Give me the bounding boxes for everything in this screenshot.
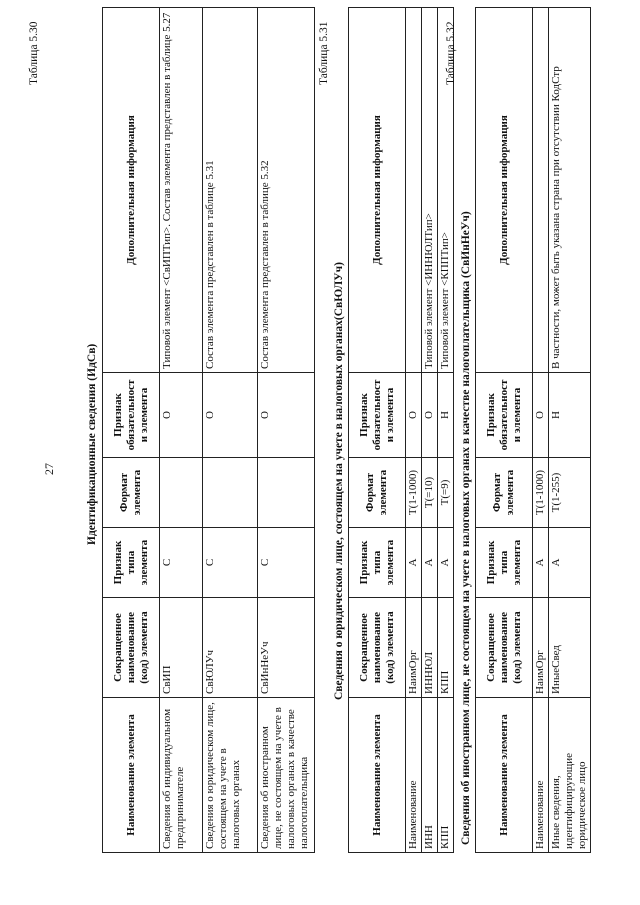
cell-format: T(=9) bbox=[438, 458, 454, 528]
cell-mandatory: Н bbox=[438, 373, 454, 458]
cell-code: НаимОрг bbox=[406, 598, 422, 698]
table-number-5-32: Таблица 5.32 bbox=[445, 21, 457, 85]
table-row bbox=[160, 8, 203, 853]
table-row bbox=[203, 8, 258, 853]
cell-type: А bbox=[533, 528, 549, 598]
cell-mandatory: О bbox=[160, 373, 203, 458]
cell-code: СвИП bbox=[160, 598, 203, 698]
cell-format: T(1-1000) bbox=[406, 458, 422, 528]
cell-info: Типовой элемент <СвИПТип>. Состав элемента представлен в таблице 5.27 bbox=[160, 8, 203, 373]
cell-mandatory: Н bbox=[549, 373, 591, 458]
cell-name: Сведения об иностранном лице, не состоящем на учете в налоговых органах в качестве налогоплательщика bbox=[258, 698, 315, 853]
cell-type: С bbox=[203, 528, 258, 598]
cell-info: Состав элемента представлен в таблице 5.32 bbox=[258, 8, 315, 373]
cell-type: С bbox=[160, 528, 203, 598]
header-code: Сокращенное наименование (код) элемента bbox=[103, 598, 160, 698]
header-info: Дополнительная информация bbox=[103, 8, 160, 373]
cell-format bbox=[258, 458, 315, 528]
cell-info: Типовой элемент <КППТип> bbox=[438, 8, 454, 373]
header-info: Дополнительная информация bbox=[476, 8, 533, 373]
table-title-5-31: Сведения о юридическом лице, состоящем на учете в налоговых органах(СвЮЛУч) bbox=[333, 262, 345, 700]
cell-type: А bbox=[422, 528, 438, 598]
cell-name: Сведения о юридическом лице, состоящем на учете в налоговых органах bbox=[203, 698, 258, 853]
header-type: Признак типа элемента bbox=[103, 528, 160, 598]
table-row bbox=[406, 8, 422, 853]
cell-name: Наименование bbox=[533, 698, 549, 853]
cell-code: ИныеСвед bbox=[549, 598, 591, 698]
cell-name: Сведения об индивидуальном предпринимателе bbox=[160, 698, 203, 853]
header-format: Формат элемента bbox=[103, 458, 160, 528]
cell-mandatory: О bbox=[422, 373, 438, 458]
header-info: Дополнительная информация bbox=[349, 8, 406, 373]
cell-code: КПП bbox=[438, 598, 454, 698]
cell-code: ИННЮЛ bbox=[422, 598, 438, 698]
cell-format bbox=[160, 458, 203, 528]
cell-mandatory: О bbox=[258, 373, 315, 458]
table-title-5-32: Сведения об иностранном лице, не состоящем на учете в налоговых органах в качестве налогоплательщика (СвИнНеУч) bbox=[460, 211, 472, 845]
cell-mandatory: О bbox=[406, 373, 422, 458]
table-row bbox=[549, 8, 591, 853]
table-number-5-31: Таблица 5.31 bbox=[318, 21, 330, 85]
cell-format: T(=10) bbox=[422, 458, 438, 528]
header-code: Сокращенное наименование (код) элемента bbox=[349, 598, 406, 698]
cell-name: КПП bbox=[438, 698, 454, 853]
header-mandatory: Признак обязательност и элемента bbox=[349, 373, 406, 458]
header-type: Признак типа элемента bbox=[476, 528, 533, 598]
cell-type: А bbox=[549, 528, 591, 598]
table-5-32 bbox=[475, 7, 591, 853]
header-name: Наименование элемента bbox=[349, 698, 406, 853]
cell-name: Наименование bbox=[406, 698, 422, 853]
cell-info: В частности, может быть указана страна при отсутствии КодСтр bbox=[549, 8, 591, 373]
table-row bbox=[533, 8, 549, 853]
header-name: Наименование элемента bbox=[103, 698, 160, 853]
header-row bbox=[476, 8, 533, 853]
cell-info bbox=[533, 8, 549, 373]
page-number: 27 bbox=[42, 463, 56, 475]
header-mandatory: Признак обязательност и элемента bbox=[103, 373, 160, 458]
cell-name: ИНН bbox=[422, 698, 438, 853]
cell-format: T(1-1000) bbox=[533, 458, 549, 528]
cell-type: А bbox=[438, 528, 454, 598]
cell-code: НаимОрг bbox=[533, 598, 549, 698]
table-row bbox=[422, 8, 438, 853]
cell-code: СвИнНеУч bbox=[258, 598, 315, 698]
cell-code: СвЮЛУч bbox=[203, 598, 258, 698]
header-code: Сокращенное наименование (код) элемента bbox=[476, 598, 533, 698]
header-mandatory: Признак обязательност и элемента bbox=[476, 373, 533, 458]
cell-type: А bbox=[406, 528, 422, 598]
table-number-5-30: Таблица 5.30 bbox=[28, 21, 40, 85]
cell-format: T(1-255) bbox=[549, 458, 591, 528]
table-title-5-30: Идентификационные сведения (ИдСв) bbox=[86, 343, 98, 545]
table-5-31 bbox=[348, 7, 454, 853]
cell-mandatory: О bbox=[203, 373, 258, 458]
cell-mandatory: О bbox=[533, 373, 549, 458]
header-row bbox=[349, 8, 406, 853]
cell-info: Типовой элемент <ИННЮЛТип> bbox=[422, 8, 438, 373]
cell-info: Состав элемента представлен в таблице 5.31 bbox=[203, 8, 258, 373]
cell-type: С bbox=[258, 528, 315, 598]
table-row bbox=[258, 8, 315, 853]
cell-info bbox=[406, 8, 422, 373]
cell-name: Иные сведения, идентифицирующие юридическое лицо bbox=[549, 698, 591, 853]
header-format: Формат элемента bbox=[476, 458, 533, 528]
header-row bbox=[103, 8, 160, 853]
table-row bbox=[438, 8, 454, 853]
header-format: Формат элемента bbox=[349, 458, 406, 528]
header-type: Признак типа элемента bbox=[349, 528, 406, 598]
header-name: Наименование элемента bbox=[476, 698, 533, 853]
cell-format bbox=[203, 458, 258, 528]
table-5-30 bbox=[102, 7, 315, 853]
